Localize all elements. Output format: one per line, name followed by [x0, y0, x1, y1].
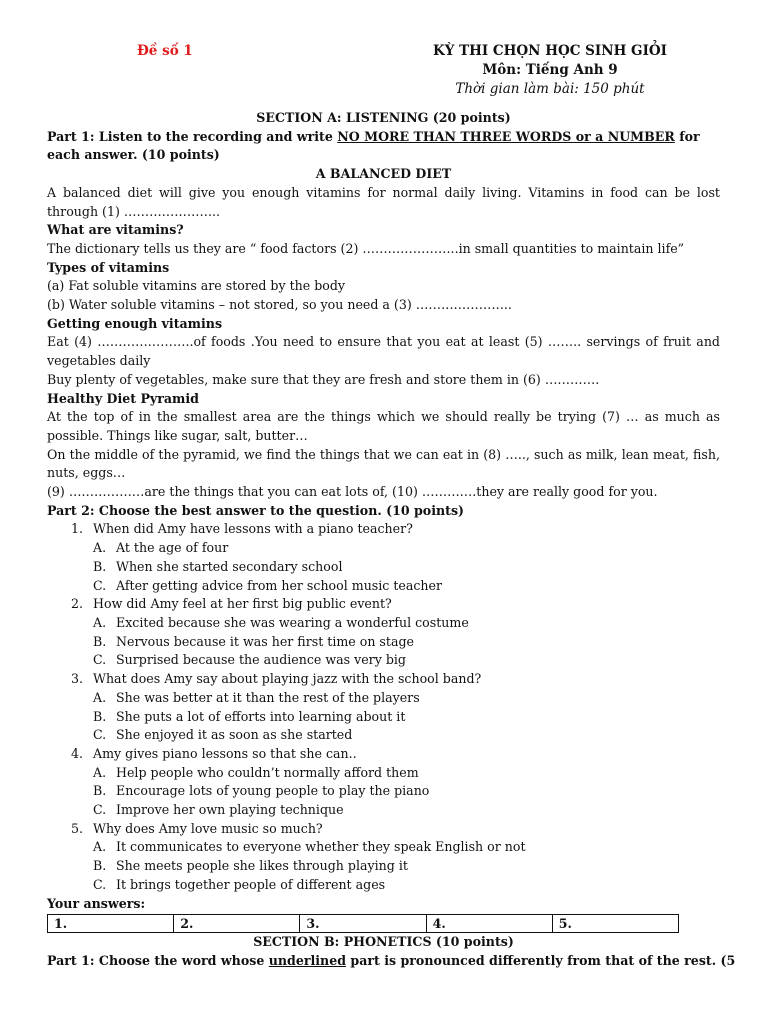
option-letter: B. — [93, 633, 107, 649]
answer-option[interactable] — [47, 689, 720, 708]
answer-option[interactable] — [47, 801, 720, 820]
option-text: When she started secondary school — [116, 558, 343, 574]
option-text: After getting advice from her school music teacher — [116, 577, 443, 593]
answer-cell[interactable]: 2. — [174, 915, 300, 933]
answer-option[interactable] — [47, 764, 720, 783]
section-b-title: SECTION B: PHONETICS (10 points) — [253, 934, 514, 950]
passage-heading: A BALANCED DIET — [315, 166, 452, 182]
part1-instructions: Part 1: Listen to the recording and write NO MORE THAN THREE WORDS or a NUMBER for each answer. (10 points) — [47, 128, 700, 163]
option-letter: A. — [93, 764, 107, 780]
option-text: At the age of four — [116, 540, 229, 556]
passage-paragraph: At the top of in the smallest area are the things which we should really be trying (7) … as much as possible. Things like sugar, salt, butter… — [47, 409, 720, 443]
answer-option[interactable] — [47, 857, 720, 876]
option-text: Nervous because it was her first time on stage — [116, 633, 414, 649]
option-letter: A. — [93, 689, 107, 705]
question-item — [47, 745, 720, 764]
subheading-getting-enough-vitamins: Getting enough vitamins — [47, 315, 223, 331]
answer-cell[interactable]: 4. — [426, 915, 552, 933]
answer-option[interactable] — [47, 708, 720, 727]
option-letter: A. — [93, 540, 107, 556]
question-number: 1. — [71, 521, 84, 537]
question-text: How did Amy feel at her first big public event? — [93, 596, 392, 612]
question-text: Amy gives piano lessons so that she can.. — [93, 745, 357, 761]
option-text: She puts a lot of efforts into learning about it — [116, 708, 406, 724]
question-item — [47, 670, 720, 689]
part2-instructions: Part 2: Choose the best answer to the question. (10 points) — [47, 502, 464, 518]
question-item — [47, 820, 720, 839]
option-letter: C. — [93, 652, 107, 668]
answer-option[interactable] — [47, 614, 720, 633]
answer-option[interactable] — [47, 876, 720, 895]
question-number: 4. — [71, 745, 84, 761]
exam-time: Thời gian làm bài: 150 phút — [455, 81, 645, 97]
answer-cell[interactable]: 5. — [552, 915, 678, 933]
answer-option[interactable] — [47, 651, 720, 670]
answer-cell[interactable]: 1. — [48, 915, 174, 933]
option-text: Improve her own playing technique — [116, 802, 344, 818]
answer-option[interactable] — [47, 782, 720, 801]
answer-option[interactable] — [47, 838, 720, 857]
section-b-part1-instructions: Part 1: Choose the word whose underlined part is pronounced differently from that of the rest. (5 — [47, 952, 736, 968]
option-text: She was better at it than the rest of the players — [116, 689, 420, 705]
question-item — [47, 595, 720, 614]
section-a-title: SECTION A: LISTENING (20 points) — [256, 110, 511, 125]
option-text: Help people who couldn’t normally afford them — [116, 764, 419, 780]
passage-line: (a) Fat soluble vitamins are stored by the body — [47, 278, 346, 294]
answer-row — [48, 915, 679, 933]
answer-option[interactable] — [47, 539, 720, 558]
question-list — [47, 520, 720, 894]
option-letter: C. — [93, 577, 107, 593]
option-letter: B. — [93, 858, 107, 874]
option-text: She enjoyed it as soon as she started — [116, 727, 353, 743]
passage-paragraph: On the middle of the pyramid, we find the things that we can eat in (8) ….., such as milk, lean meat, fish, nuts, eggs… — [47, 446, 720, 481]
option-text: Excited because she was wearing a wonderful costume — [116, 614, 469, 630]
part1-instruction-underlined: NO MORE THAN THREE WORDS or a NUMBER — [337, 128, 675, 144]
option-letter: A. — [93, 839, 107, 855]
option-text: Encourage lots of young people to play the piano — [116, 783, 430, 799]
passage-line: (b) Water soluble vitamins – not stored, so you need a (3) ………………….. — [47, 297, 512, 313]
answer-cell[interactable]: 3. — [300, 915, 426, 933]
question-number: 3. — [71, 671, 84, 687]
underlined-word: underlined — [268, 952, 347, 968]
question-item — [47, 520, 720, 539]
option-letter: B. — [93, 708, 107, 724]
option-letter: C. — [93, 727, 107, 743]
option-letter: B. — [93, 558, 107, 574]
answer-option[interactable] — [47, 726, 720, 745]
question-number: 2. — [71, 596, 84, 612]
question-text: Why does Amy love music so much? — [93, 820, 323, 836]
passage-paragraph: Eat (4) …………………..of foods .You need to ensure that you eat at least (5) …….. servings of fruit and vegetables daily — [47, 334, 720, 369]
question-text: What does Amy say about playing jazz with the school band? — [93, 671, 482, 687]
document-body — [47, 109, 736, 971]
question-text: When did Amy have lessons with a piano teacher? — [93, 521, 413, 537]
passage-paragraph: A balanced diet will give you enough vitamins for normal daily living. Vitamins in food can be lost through (1) ………………….. — [47, 184, 720, 219]
option-letter: B. — [93, 783, 107, 799]
option-letter: C. — [93, 802, 107, 818]
question-number: 5. — [71, 820, 84, 836]
passage-line: Buy plenty of vegetables, make sure that they are fresh and store them in (6) …………. — [47, 371, 600, 387]
option-letter: A. — [93, 614, 107, 630]
option-text: She meets people she likes through playing it — [116, 858, 408, 874]
subheading-healthy-diet-pyramid: Healthy Diet Pyramid — [47, 390, 199, 406]
exam-title: KỲ THI CHỌN HỌC SINH GIỎI — [433, 43, 667, 59]
exam-header — [340, 42, 760, 99]
exam-number: Đề số 1 — [137, 43, 193, 59]
subheading-types-of-vitamins: Types of vitamins — [47, 259, 170, 275]
option-text: It brings together people of different ages — [116, 876, 386, 892]
passage-line: (9) ………………are the things that you can eat lots of, (10) ………….they are really good for you. — [47, 484, 658, 500]
answer-option[interactable] — [47, 577, 720, 596]
exam-subject: Môn: Tiếng Anh 9 — [482, 62, 618, 78]
passage-paragraph: The dictionary tells us they are “ food factors (2) …………………..in small quantities to maintain life” — [47, 240, 685, 256]
option-letter: C. — [93, 876, 107, 892]
option-text: It communicates to everyone whether they speak English or not — [116, 839, 526, 855]
answer-option[interactable] — [47, 633, 720, 652]
subheading-what-are-vitamins: What are vitamins? — [47, 222, 184, 238]
answers-label: Your answers: — [47, 895, 146, 911]
option-text: Surprised because the audience was very big — [116, 652, 406, 668]
answer-option[interactable] — [47, 558, 720, 577]
answer-table — [47, 914, 679, 933]
